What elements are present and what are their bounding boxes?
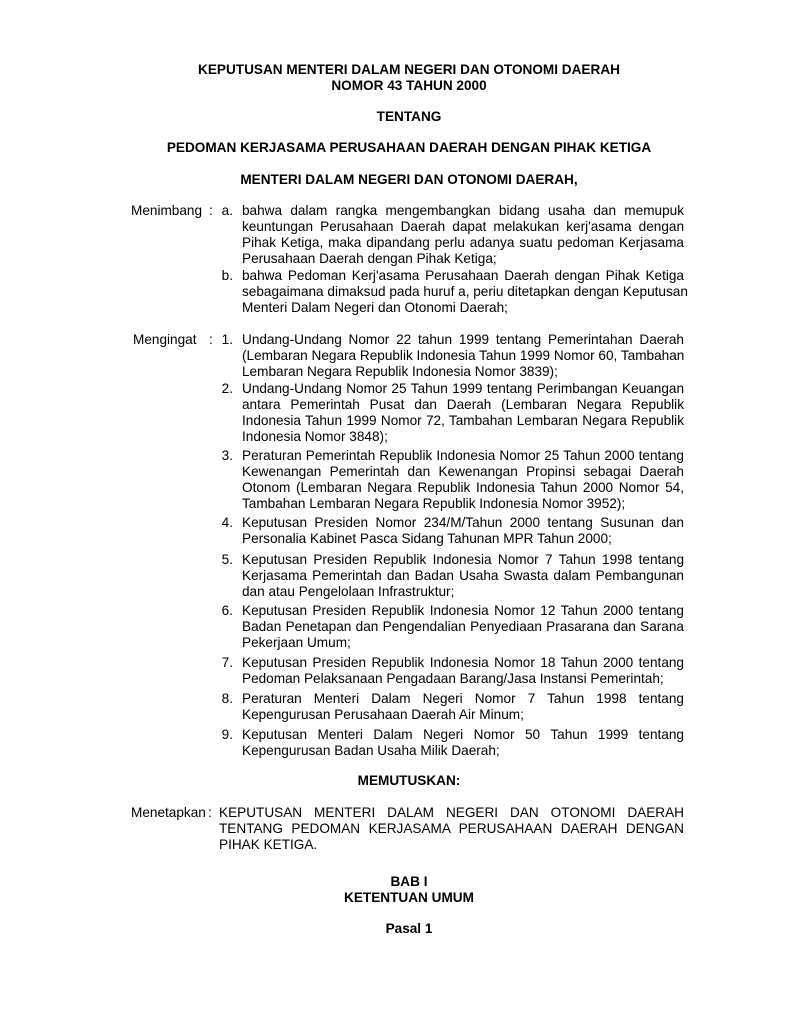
item-marker: 6. — [221, 603, 233, 618]
item-text — [242, 691, 684, 723]
text-line: Keputusan Presiden Republik Indonesia Nomor 12 Tahun 2000 tentang — [242, 603, 684, 618]
text-line: Undang-Undang Nomor 22 tahun 1999 tentang Pemerintahan Daerah — [242, 332, 684, 347]
minister-heading: MENTERI DALAM NEGERI DAN OTONOMI DAERAH, — [240, 172, 578, 187]
item-text — [242, 727, 684, 759]
item-marker: 8. — [221, 691, 233, 706]
item-marker: 3. — [221, 448, 233, 463]
memutuskan-heading: MEMUTUSKAN: — [357, 773, 461, 788]
text-line: Badan Penetapan dan Pengendalian Penyediaan Prasarana dan Sarana — [242, 619, 684, 634]
menimbang-label: Menimbang — [131, 203, 203, 218]
item-text — [242, 603, 684, 651]
text-line: sebagaimana dimaksud pada huruf a, periu ditetapkan dengan Keputusan — [242, 284, 688, 299]
text-line: Otonom (Lembaran Negara Republik Indonesia Tahun 2000 Nomor 54, — [242, 480, 684, 495]
text-line: bahwa dalam rangka mengembangkan bidang usaha dan memupuk — [242, 203, 684, 218]
text-line: bahwa Pedoman Kerj'asama Perusahaan Daerah dengan Pihak Ketiga — [242, 268, 684, 283]
text-line: PIHAK KETIGA. — [219, 837, 318, 852]
item-text — [242, 515, 684, 547]
menetapkan-label: Menetapkan — [131, 805, 206, 820]
text-line: dan atau Pengelolaan Infrastruktur; — [242, 584, 455, 599]
text-line: Pihak Ketiga, maka dipandang perlu adanya suatu pedoman Kerjasama — [242, 235, 684, 250]
mengingat-label: Mengingat — [133, 332, 197, 347]
bab-number: BAB I — [390, 874, 428, 889]
tentang-heading: TENTANG — [376, 109, 442, 124]
text-line: Indonesia Tahun 1999 Nomor 72, Tambahan Lembaran Negara Republik — [242, 413, 684, 428]
document-title-line2: NOMOR 43 TAHUN 2000 — [331, 78, 487, 93]
text-line: keuntungan Perusahaan Daerah dapat melakukan kerj'asama dengan — [242, 219, 684, 234]
text-line: Kerjasama Pemerintah dan Badan Usaha Swasta dalam Pembangunan — [242, 568, 684, 583]
item-text — [242, 655, 684, 687]
item-marker: 4. — [221, 515, 233, 530]
item-marker: b. — [221, 268, 233, 283]
item-marker: a. — [221, 203, 233, 218]
mengingat-colon: : — [209, 332, 213, 347]
item-text — [242, 268, 688, 316]
text-line: Peraturan Menteri Dalam Negeri Nomor 7 Tahun 1998 tentang — [242, 691, 684, 706]
text-line: Tambahan Lembaran Negara Republik Indonesia Nomor 3952); — [242, 496, 626, 511]
text-line: Pekerjaan Umum; — [242, 635, 351, 650]
text-line: antara Pemerintah Pusat dan Daerah (Lembaran Negara Republik — [242, 397, 684, 412]
item-text — [242, 448, 684, 512]
text-line: (Lembaran Negara Republik Indonesia Tahun 1999 Nomor 60, Tambahan — [242, 348, 685, 363]
text-line: Personalia Kabinet Pasca Sidang Tahunan MPR Tahun 2000; — [242, 531, 612, 546]
text-line: TENTANG PEDOMAN KERJASAMA PERUSAHAAN DAERAH DENGAN — [219, 821, 684, 836]
text-line: Peraturan Pemerintah Republik Indonesia Nomor 25 Tahun 2000 tentang — [242, 448, 684, 463]
text-line: Keputusan Presiden Republik Indonesia Nomor 7 Tahun 1998 tentang — [242, 552, 684, 567]
item-text — [242, 332, 684, 380]
text-line: Kepengurusan Perusahaan Daerah Air Minum; — [242, 707, 524, 722]
subject-heading: PEDOMAN KERJASAMA PERUSAHAAN DAERAH DENGAN PIHAK KETIGA — [166, 140, 652, 155]
document-title-line1: KEPUTUSAN MENTERI DALAM NEGERI DAN OTONOMI DAERAH — [198, 62, 620, 77]
menetapkan-text — [219, 805, 684, 853]
item-marker: 7. — [221, 655, 233, 670]
text-line: KEPUTUSAN MENTERI DALAM NEGERI DAN OTONOMI DAERAH — [219, 805, 684, 820]
text-line: Keputusan Presiden Republik Indonesia Nomor 18 Tahun 2000 tentang — [242, 655, 684, 670]
text-line: Keputusan Presiden Nomor 234/M/Tahun 2000 tentang Susunan dan — [242, 515, 684, 530]
text-line: Perusahaan Daerah dengan Pihak Ketiga; — [242, 251, 497, 266]
item-text — [242, 381, 684, 445]
text-line: Pedoman Pelaksanaan Pengadaan Barang/Jasa Instansi Pemerintah; — [242, 671, 664, 686]
item-text — [242, 552, 684, 600]
menimbang-colon: : — [209, 203, 213, 218]
pasal-heading: Pasal 1 — [385, 921, 433, 936]
item-marker: 1. — [221, 332, 233, 347]
item-text — [242, 203, 684, 267]
item-marker: 2. — [221, 381, 233, 396]
text-line: Lembaran Negara Republik Indonesia Nomor 3839); — [242, 364, 558, 379]
text-line: Keputusan Menteri Dalam Negeri Nomor 50 Tahun 1999 tentang — [242, 727, 684, 742]
text-line: Kewenangan Pemerintah dan Kewenangan Propinsi sebagai Daerah — [242, 464, 684, 479]
text-line: Indonesia Nomor 3848); — [242, 429, 388, 444]
bab-title: KETENTUAN UMUM — [344, 890, 474, 905]
text-line: Undang-Undang Nomor 25 Tahun 1999 tentang Perimbangan Keuangan — [242, 381, 684, 396]
text-line: Kepengurusan Badan Usaha Milik Daerah; — [242, 743, 500, 758]
item-marker: 9. — [221, 727, 233, 742]
text-line: Menteri Dalam Negeri dan Otonomi Daerah; — [242, 300, 508, 315]
menetapkan-colon: : — [208, 805, 212, 820]
item-marker: 5. — [221, 552, 233, 567]
